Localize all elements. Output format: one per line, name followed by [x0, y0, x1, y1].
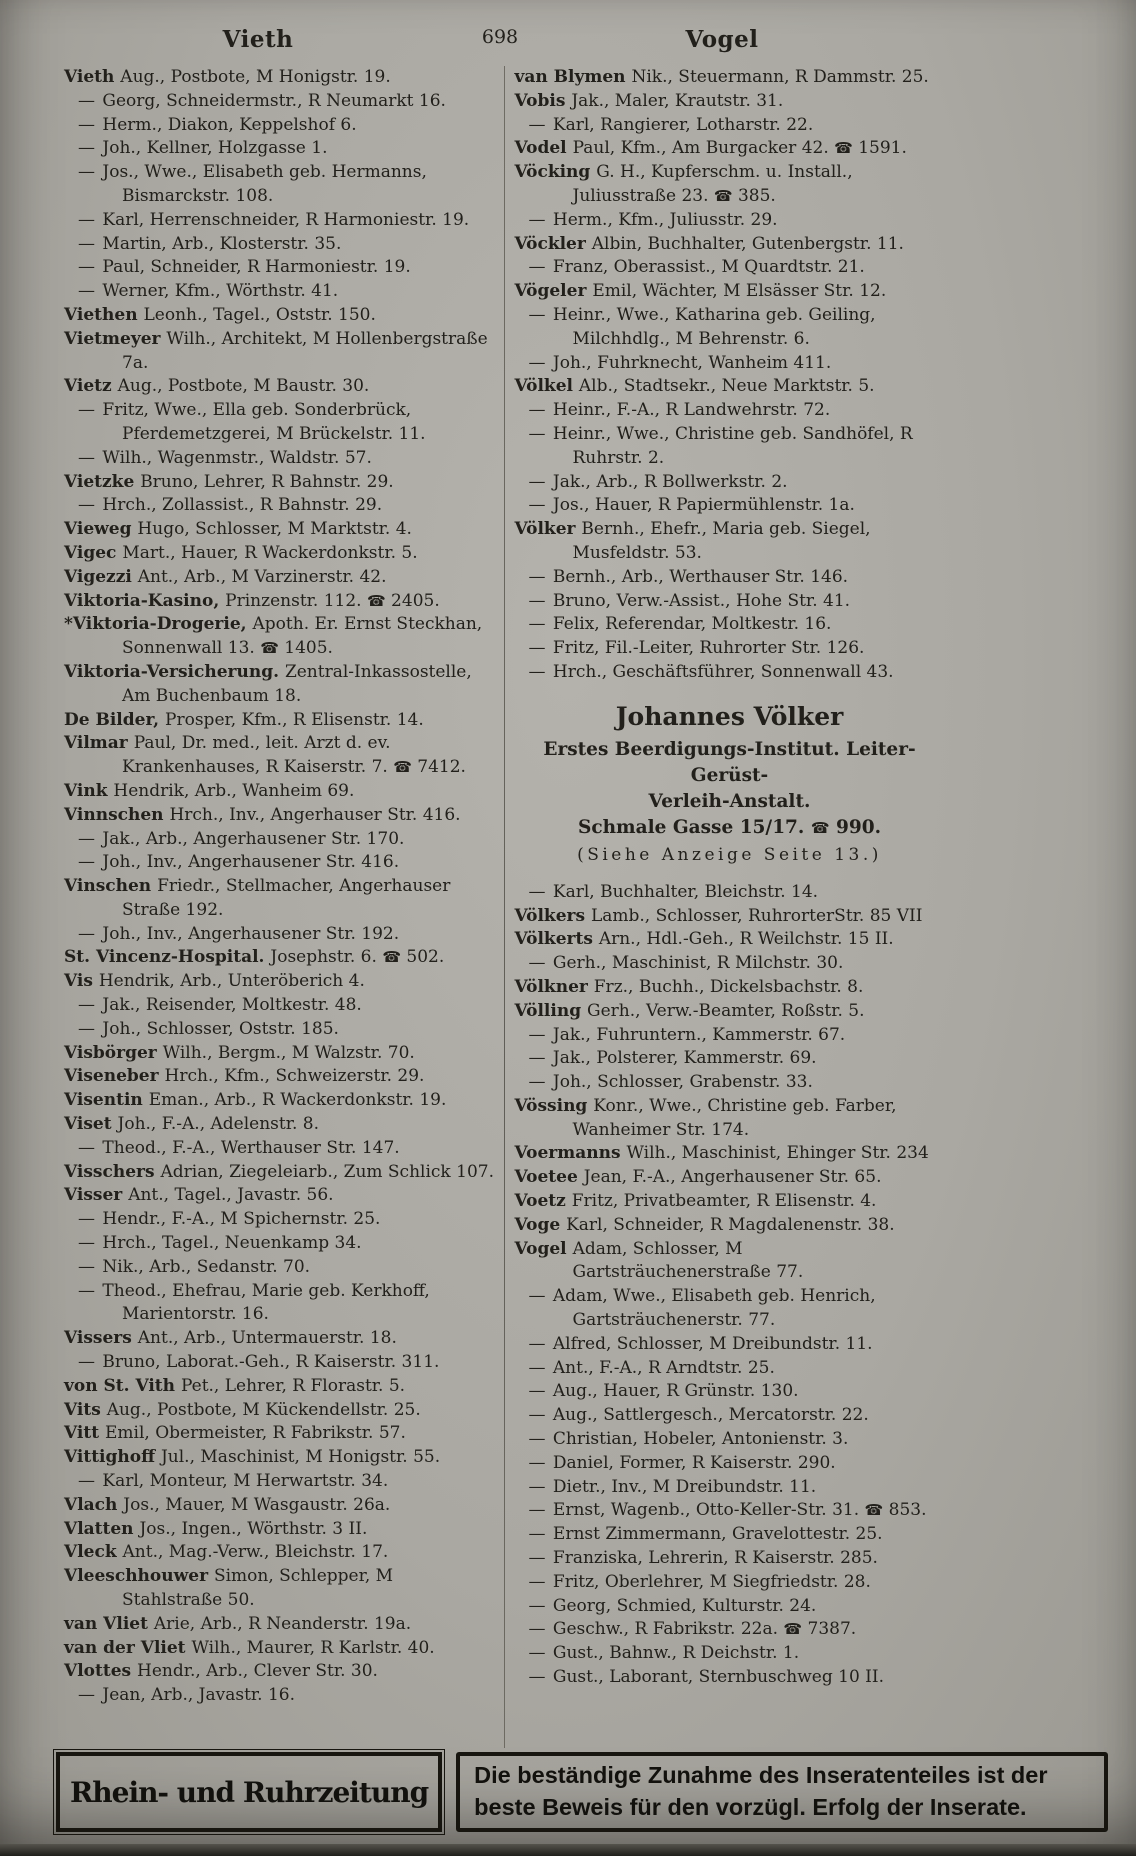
directory-entry: — Gerh., Maschinist, R Milchstr. 30.: [528, 953, 844, 974]
entry-surname: Vieweg: [64, 519, 138, 540]
entry-surname: Visentin: [64, 1090, 149, 1111]
directory-entry: Völker Bernh., Ehefr., Maria geb. Siegel, Musfeldstr. 53.: [514, 519, 871, 563]
entry-surname: Vits: [64, 1399, 107, 1420]
directory-entry: Viseneber Hrch., Kfm., Schweizerstr. 29.: [64, 1066, 425, 1087]
ditto-dash: —: [78, 1233, 103, 1254]
ditto-dash: —: [528, 1452, 553, 1473]
directory-entry: Vietzke Bruno, Lehrer, R Bahnstr. 29.: [64, 471, 394, 492]
entry-surname: Völling: [514, 1000, 588, 1021]
entry-surname: Voermanns: [514, 1143, 627, 1164]
ditto-dash: —: [528, 1286, 553, 1307]
directory-entry: Vleeschhouwer Simon, Schlepper, M Stahlstraße 50.: [64, 1566, 394, 1610]
entry-surname: Vieth: [64, 67, 121, 87]
directory-entry: — Herm., Kfm., Juliusstr. 29.: [528, 209, 778, 230]
entry-surname: Viseneber: [64, 1066, 165, 1087]
entry-surname: Vis: [64, 971, 99, 992]
directory-entry: — Heinr., Wwe., Katharina geb. Geiling, Milchhdlg., M Behrenstr. 6.: [528, 304, 876, 349]
ditto-dash: —: [528, 304, 553, 325]
entry-surname: Vigec: [64, 542, 123, 563]
directory-entry: — Ernst, Wagenb., Otto-Keller-Str. 31. ☎ 853.: [528, 1500, 927, 1521]
ditto-dash: —: [78, 1209, 103, 1230]
directory-entry: — Karl, Monteur, M Herwartstr. 34.: [78, 1471, 389, 1492]
ditto-dash: —: [528, 1024, 553, 1045]
directory-entry: Vodel Paul, Kfm., Am Burgacker 42. ☎ 1591.: [514, 138, 907, 159]
entry-surname: Vittighoff: [64, 1447, 161, 1468]
directory-entry: — Adam, Wwe., Elisabeth geb. Henrich, Gartsträuchenerstr. 77.: [528, 1286, 876, 1331]
directory-entry: — Joh., Inv., Angerhausener Str. 192.: [78, 923, 400, 944]
ditto-dash: —: [528, 1500, 553, 1521]
directory-entry: Vinnschen Hrch., Inv., Angerhauser Str. 416.: [64, 804, 461, 825]
directory-entry: — Bruno, Laborat.-Geh., R Kaiserstr. 311.: [78, 1352, 440, 1373]
directory-entry: Vögeler Emil, Wächter, M Elsässer Str. 12.: [514, 281, 887, 302]
directory-entry: — Georg, Schmied, Kulturstr. 24.: [528, 1595, 817, 1616]
directory-entry: — Franziska, Lehrerin, R Kaiserstr. 285.: [528, 1548, 878, 1569]
directory-entry: — Hrch., Zollassist., R Bahnstr. 29.: [78, 495, 383, 516]
directory-entry: van Vliet Arie, Arb., R Neanderstr. 19a.: [64, 1613, 412, 1634]
ditto-dash: —: [78, 138, 103, 159]
directory-entry: van Blymen Nik., Steuermann, R Dammstr. 25.: [514, 67, 929, 87]
ditto-dash: —: [528, 423, 553, 444]
ditto-dash: —: [528, 661, 553, 682]
directory-entry: van der Vliet Wilh., Maurer, R Karlstr. 40.: [64, 1637, 435, 1658]
directory-entry: Vink Hendrik, Arb., Wanheim 69.: [64, 780, 355, 801]
advertisement-text: [456, 1752, 1108, 1832]
directory-entry: Vigezzi Ant., Arb., M Varzinerstr. 42.: [64, 566, 387, 587]
ditto-dash: —: [528, 1524, 553, 1545]
directory-entry: — Paul, Schneider, R Harmoniestr. 19.: [78, 257, 411, 278]
directory-entry: — Hrch., Tagel., Neuenkamp 34.: [78, 1233, 362, 1254]
ditto-dash: —: [528, 209, 553, 230]
ditto-dash: —: [78, 233, 103, 254]
directory-entry: Vobis Jak., Maler, Krautstr. 31.: [514, 90, 784, 111]
featured-entry-line: Verleih-Anstalt.: [648, 790, 811, 812]
ditto-dash: —: [528, 1548, 553, 1569]
directory-entry: — Jak., Arb., Angerhausener Str. 170.: [78, 828, 405, 849]
entry-surname: Vitt: [64, 1423, 105, 1444]
entry-surname: Vlatten: [64, 1518, 140, 1539]
advertisement-banner: [56, 1752, 1108, 1832]
ditto-dash: —: [528, 1357, 553, 1378]
directory-entry: — Martin, Arb., Klosterstr. 35.: [78, 233, 342, 254]
entry-surname: Vlach: [64, 1494, 124, 1515]
directory-entry: — Daniel, Former, R Kaiserstr. 290.: [528, 1452, 836, 1473]
directory-entry: — Jak., Fuhruntern., Kammerstr. 67.: [528, 1024, 846, 1045]
directory-entry: Vigec Mart., Hauer, R Wackerdonkstr. 5.: [64, 542, 418, 563]
entry-surname: Viset: [64, 1114, 118, 1135]
directory-entry: Voetee Jean, F.-A., Angerhausener Str. 65.: [514, 1167, 882, 1188]
ditto-dash: —: [78, 400, 103, 421]
ditto-dash: —: [528, 1072, 553, 1093]
directory-entry: Völkel Alb., Stadtsekr., Neue Marktstr. 5.: [514, 376, 875, 397]
column-right: [515, 66, 945, 1748]
ditto-dash: —: [528, 1643, 553, 1664]
directory-entry: Visschers Adrian, Ziegeleiarb., Zum Schlick 107.: [64, 1161, 494, 1182]
directory-entry: Viset Joh., F.-A., Adelenstr. 8.: [64, 1114, 320, 1135]
ditto-dash: —: [528, 1595, 553, 1616]
directory-entry: — Heinr., Wwe., Christine geb. Sandhöfel, R Ruhrstr. 2.: [528, 423, 913, 468]
entry-surname: Vögeler: [514, 281, 593, 302]
telephone-icon: ☎: [834, 139, 853, 158]
ditto-dash: —: [78, 257, 103, 278]
entry-surname: Vigezzi: [64, 566, 138, 587]
ditto-dash: —: [78, 209, 103, 230]
entry-surname: von St. Vith: [64, 1375, 181, 1396]
telephone-icon: ☎: [393, 758, 412, 777]
ditto-dash: —: [78, 90, 103, 111]
ditto-dash: —: [528, 1429, 553, 1450]
entry-surname: Völkner: [514, 976, 594, 997]
directory-entry: — Werner, Kfm., Wörthstr. 41.: [78, 281, 339, 302]
directory-entry: Völling Gerh., Verw.-Beamter, Roßstr. 5.: [514, 1000, 865, 1021]
ditto-dash: —: [528, 953, 553, 974]
directory-entry: — Hrch., Geschäftsführer, Sonnenwall 43.: [528, 661, 894, 682]
entry-surname: Vinschen: [64, 876, 158, 897]
directory-entry: — Gust., Laborant, Sternbuschweg 10 II.: [528, 1667, 884, 1688]
entry-surname: Vilmar: [64, 733, 134, 754]
directory-entry: — Alfred, Schlosser, M Dreibundstr. 11.: [528, 1333, 873, 1354]
entry-surname: van der Vliet: [64, 1637, 192, 1658]
directory-entry: Vinschen Friedr., Stellmacher, Angerhauser Straße 192.: [64, 876, 451, 920]
directory-entry: Völkner Frz., Buchh., Dickelsbachstr. 8.: [514, 976, 864, 997]
ditto-dash: —: [78, 1471, 103, 1492]
ditto-dash: —: [78, 281, 103, 302]
directory-entry: — Joh., Fuhrknecht, Wanheim 411.: [528, 352, 832, 373]
directory-entry: Vöcking G. H., Kupferschm. u. Install., Juliusstraße 23. ☎ 385.: [514, 162, 853, 206]
entry-surname: Voetz: [514, 1191, 572, 1212]
directory-entry: von St. Vith Pet., Lehrer, R Florastr. 5.: [64, 1375, 406, 1396]
directory-entry: Vlottes Hendr., Arb., Clever Str. 30.: [64, 1661, 378, 1682]
directory-entry: — Theod., Ehefrau, Marie geb. Kerkhoff, Marientorstr. 16.: [78, 1280, 430, 1325]
page-bottom-edge: [0, 1844, 1136, 1856]
ditto-dash: —: [528, 1333, 553, 1354]
entry-surname: Vleeschhouwer: [64, 1566, 214, 1587]
entry-surname: Visschers: [64, 1161, 161, 1182]
directory-entry: — Jak., Arb., R Bollwerkstr. 2.: [528, 471, 788, 492]
entry-surname: Vodel: [514, 138, 573, 159]
ditto-dash: —: [528, 114, 553, 135]
entry-surname: Vobis: [514, 90, 572, 111]
ditto-dash: —: [78, 1137, 103, 1158]
telephone-icon: ☎: [366, 591, 386, 610]
entry-surname: Vöckler: [514, 233, 592, 254]
advertisement-line-1: Die beständige Zunahme des Inseratenteiles ist der: [474, 1762, 1048, 1788]
directory-entry: — Karl, Herrenschneider, R Harmoniestr. 19.: [78, 209, 470, 230]
telephone-icon: ☎: [713, 186, 733, 205]
directory-entry: Vogel Adam, Schlosser, M Gartsträuchenerstraße 77.: [514, 1238, 804, 1283]
ditto-dash: —: [528, 638, 553, 659]
entry-surname: Vink: [64, 780, 114, 801]
directory-entry: Völkers Lamb., Schlosser, RuhrorterStr. 85 VII: [514, 905, 923, 926]
entry-surname: Voge: [514, 1214, 567, 1235]
directory-entry: Voge Karl, Schneider, R Magdalenenstr. 38.: [514, 1214, 895, 1235]
ditto-dash: —: [78, 995, 103, 1016]
directory-entry: Voermanns Wilh., Maschinist, Ehinger Str. 234: [514, 1143, 929, 1164]
entry-surname: St. Vincenz-Hospital.: [64, 947, 271, 968]
directory-entry: — Christian, Hobeler, Antonienstr. 3.: [528, 1429, 849, 1450]
column-divider: [504, 66, 506, 1748]
directory-entry: — Herm., Diakon, Keppelshof 6.: [78, 114, 357, 135]
directory-entry: — Hendr., F.-A., M Spichernstr. 25.: [78, 1209, 381, 1230]
entry-surname: van Vliet: [64, 1613, 154, 1634]
entry-surname: Vogel: [514, 1238, 573, 1259]
entry-surname: Völker: [514, 519, 582, 540]
entry-surname: Visser: [64, 1185, 129, 1206]
entry-surname: Voetee: [514, 1167, 584, 1188]
entry-surname: De Bilder,: [64, 709, 166, 730]
column-left: [64, 66, 494, 1748]
directory-entry: — Georg, Schneidermstr., R Neumarkt 16.: [78, 90, 446, 111]
directory-entry: — Fritz, Fil.-Leiter, Ruhrorter Str. 126.: [528, 638, 865, 659]
directory-entry: Visentin Eman., Arb., R Wackerdonkstr. 19.: [64, 1090, 447, 1111]
directory-entry: Viethen Leonh., Tagel., Oststr. 150.: [64, 304, 376, 325]
ditto-dash: —: [528, 1619, 553, 1640]
entry-surname: Vietzke: [64, 471, 141, 492]
directory-entry: Voetz Fritz, Privatbeamter, R Elisenstr. 4.: [514, 1191, 877, 1212]
ditto-dash: —: [78, 114, 103, 135]
entry-surname: Vleck: [64, 1542, 123, 1563]
directory-entry: — Wilh., Wagenmstr., Waldstr. 57.: [78, 447, 372, 468]
directory-entry: — Heinr., F.-A., R Landwehrstr. 72.: [528, 400, 831, 421]
ditto-dash: —: [528, 352, 553, 373]
ditto-dash: —: [528, 566, 553, 587]
guide-word-right: Vogel: [685, 26, 759, 53]
directory-entry: — Bernh., Arb., Werthauser Str. 146.: [528, 566, 849, 587]
directory-entry: — Joh., Kellner, Holzgasse 1.: [78, 138, 328, 159]
directory-entry: — Dietr., Inv., M Dreibundstr. 11.: [528, 1476, 817, 1497]
entry-surname: Völkel: [514, 376, 579, 397]
directory-entry: Viktoria-Versicherung. Zentral-Inkassostelle, Am Buchenbaum 18.: [64, 661, 472, 706]
entry-surname: Völkerts: [514, 929, 599, 950]
ditto-dash: —: [528, 1667, 553, 1688]
directory-entry: Vissers Ant., Arb., Untermauerstr. 18.: [64, 1328, 397, 1349]
entry-surname: Vietmeyer: [64, 328, 167, 349]
entry-surname: Vinnschen: [64, 804, 170, 825]
ditto-dash: —: [528, 881, 553, 902]
directory-entry: — Bruno, Verw.-Assist., Hohe Str. 41.: [528, 590, 851, 611]
directory-entry: Vöckler Albin, Buchhalter, Gutenbergstr. 11.: [514, 233, 904, 254]
advertisement-line-2: beste Beweis für den vorzügl. Erfolg der Inserate.: [474, 1794, 1027, 1820]
directory-entry: — Theod., F.-A., Werthauser Str. 147.: [78, 1137, 400, 1158]
ditto-dash: —: [78, 852, 103, 873]
entry-surname: Vöcking: [514, 162, 597, 183]
ditto-dash: —: [528, 1476, 553, 1497]
featured-entry: [515, 701, 945, 869]
directory-entry: Viktoria-Kasino, Prinzenstr. 112. ☎ 2405.: [64, 590, 440, 611]
entry-surname: Vlottes: [64, 1661, 137, 1682]
ditto-dash: —: [528, 400, 553, 421]
ditto-dash: —: [528, 590, 553, 611]
directory-entry: — Gust., Bahnw., R Deichstr. 1.: [528, 1643, 800, 1664]
directory-entry: — Joh., Schlosser, Grabenstr. 33.: [528, 1072, 813, 1093]
featured-entry-line: Schmale Gasse 15/17. ☎ 990.: [577, 816, 882, 838]
entry-surname: Viktoria-Kasino,: [64, 590, 226, 611]
directory-entry: *Viktoria-Drogerie, Apoth. Er. Ernst Steckhan, Sonnenwall 13. ☎ 1405.: [64, 614, 483, 659]
entry-surname: Vössing: [514, 1095, 594, 1116]
directory-entry: — Geschw., R Fabrikstr. 22a. ☎ 7387.: [528, 1619, 857, 1640]
directory-entry: Vietz Aug., Postbote, M Baustr. 30.: [64, 376, 370, 397]
ditto-dash: —: [78, 828, 103, 849]
directory-entry: — Franz, Oberassist., M Quardtstr. 21.: [528, 257, 865, 278]
directory-entry: Vittighoff Jul., Maschinist, M Honigstr. 55.: [64, 1447, 441, 1468]
directory-entry: — Ernst Zimmermann, Gravelottestr. 25.: [528, 1524, 883, 1545]
featured-entry-note: (Siehe Anzeige Seite 13.): [577, 844, 882, 865]
directory-entry: Vieth Aug., Postbote, M Honigstr. 19.: [64, 67, 391, 87]
directory-entry: Vits Aug., Postbote, M Kückendellstr. 25.: [64, 1399, 421, 1420]
ditto-dash: —: [78, 447, 103, 468]
ditto-dash: —: [78, 1352, 103, 1373]
directory-entry: — Fritz, Oberlehrer, M Siegfriedstr. 28.: [528, 1571, 871, 1592]
directory-entry: — Felix, Referendar, Moltkestr. 16.: [528, 614, 832, 635]
directory-entry: Vietmeyer Wilh., Architekt, M Hollenbergstraße 7a.: [64, 328, 488, 373]
entry-surname: Vietz: [64, 376, 118, 397]
directory-entry: Vis Hendrik, Arb., Unteröberich 4.: [64, 971, 365, 992]
directory-entry: — Ant., F.-A., R Arndtstr. 25.: [528, 1357, 775, 1378]
directory-entry: — Jos., Hauer, R Papiermühlenstr. 1a.: [528, 495, 855, 516]
ditto-dash: —: [78, 162, 103, 183]
ditto-dash: —: [78, 923, 103, 944]
telephone-icon: ☎: [783, 1620, 803, 1639]
directory-entry: Vleck Ant., Mag.-Verw., Bleichstr. 17.: [64, 1542, 389, 1563]
directory-entry: St. Vincenz-Hospital. Josephstr. 6. ☎ 502.: [64, 947, 445, 968]
newspaper-logo: Rhein- und Ruhrzeitung: [56, 1752, 442, 1832]
ditto-dash: —: [528, 614, 553, 635]
guide-word-left: Vieth: [222, 26, 294, 53]
directory-entry: — Joh., Schlosser, Oststr. 185.: [78, 1018, 339, 1039]
featured-entry-line: Erstes Beerdigungs-Institut. Leiter-Gerüst-: [543, 738, 916, 786]
entry-surname: Visbörger: [64, 1042, 163, 1063]
ditto-dash: —: [78, 1280, 103, 1301]
ditto-dash: —: [78, 495, 103, 516]
ditto-dash: —: [528, 1405, 553, 1426]
entry-surname: *Viktoria-Drogerie,: [64, 614, 253, 635]
directory-entry: De Bilder, Prosper, Kfm., R Elisenstr. 14.: [64, 709, 424, 730]
telephone-icon: ☎: [382, 948, 401, 967]
ditto-dash: —: [528, 1381, 553, 1402]
ditto-dash: —: [528, 1571, 553, 1592]
directory-entry: — Jak., Reisender, Moltkestr. 48.: [78, 995, 362, 1016]
ditto-dash: —: [528, 1048, 553, 1069]
directory-entry: Visbörger Wilh., Bergm., M Walzstr. 70.: [64, 1042, 415, 1063]
directory-entry: — Karl, Rangierer, Lotharstr. 22.: [528, 114, 814, 135]
page-number: 698: [481, 26, 519, 48]
directory-entry: — Nik., Arb., Sedanstr. 70.: [78, 1256, 311, 1277]
ditto-dash: —: [78, 1256, 103, 1277]
telephone-icon: ☎: [260, 639, 279, 658]
directory-entry: Visser Ant., Tagel., Javastr. 56.: [64, 1185, 334, 1206]
directory-entry: Vieweg Hugo, Schlosser, M Marktstr. 4.: [64, 519, 412, 540]
telephone-icon: ☎: [864, 1501, 884, 1520]
ditto-dash: —: [528, 257, 553, 278]
entry-surname: Völkers: [514, 905, 591, 926]
directory-entry: — Jos., Wwe., Elisabeth geb. Hermanns, Bismarckstr. 108.: [78, 162, 427, 206]
entry-surname: Vissers: [64, 1328, 138, 1349]
telephone-icon: ☎: [810, 818, 830, 837]
ditto-dash: —: [528, 495, 553, 516]
directory-entry: Vössing Konr., Wwe., Christine geb. Farber, Wanheimer Str. 174.: [514, 1095, 897, 1140]
featured-entry-title: Johannes Völker: [615, 701, 844, 731]
directory-entry: — Joh., Inv., Angerhausener Str. 416.: [78, 852, 400, 873]
directory-entry: — Aug., Sattlergesch., Mercatorstr. 22.: [528, 1405, 869, 1426]
directory-entry: — Karl, Buchhalter, Bleichstr. 14.: [528, 881, 819, 902]
entry-surname: van Blymen: [514, 67, 632, 87]
entry-surname: Viktoria-Versicherung.: [64, 661, 285, 682]
directory-entry: — Fritz, Wwe., Ella geb. Sonderbrück, Pferdemetzgerei, M Brückelstr. 11.: [78, 400, 426, 444]
directory-entry: Vilmar Paul, Dr. med., leit. Arzt d. ev. Krankenhauses, R Kaiserstr. 7. ☎ 7412.: [64, 733, 466, 778]
entry-surname: Viethen: [64, 304, 144, 325]
ditto-dash: —: [528, 471, 553, 492]
ditto-dash: —: [78, 1018, 103, 1039]
directory-columns: [64, 66, 945, 1748]
directory-entry: Vlach Jos., Mauer, M Wasgaustr. 26a.: [64, 1494, 391, 1515]
directory-entry: Völkerts Arn., Hdl.-Geh., R Weilchstr. 15 II.: [514, 929, 894, 950]
directory-entry: — Jean, Arb., Javastr. 16.: [78, 1685, 296, 1706]
directory-entry: — Aug., Hauer, R Grünstr. 130.: [528, 1381, 799, 1402]
directory-entry: Vitt Emil, Obermeister, R Fabrikstr. 57.: [64, 1423, 406, 1444]
directory-entry: Vlatten Jos., Ingen., Wörthstr. 3 II.: [64, 1518, 368, 1539]
directory-entry: — Jak., Polsterer, Kammerstr. 69.: [528, 1048, 817, 1069]
ditto-dash: —: [78, 1685, 103, 1706]
